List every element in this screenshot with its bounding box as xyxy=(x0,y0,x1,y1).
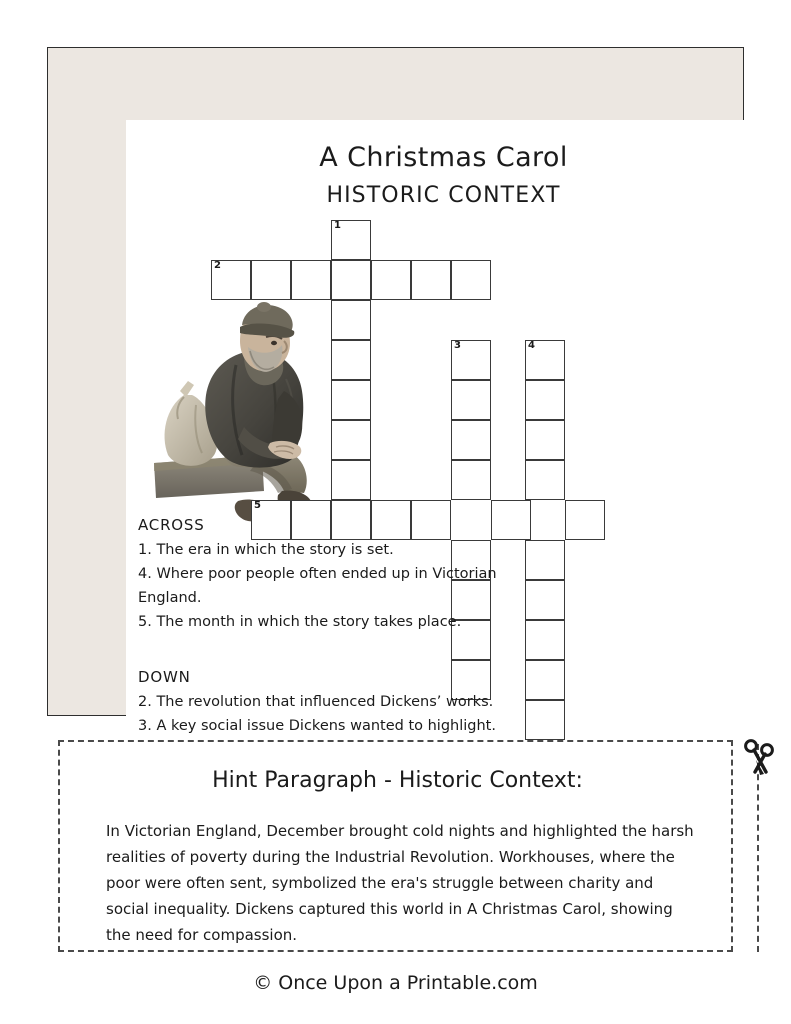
across-clues xyxy=(138,516,558,634)
down-clues xyxy=(138,668,558,738)
footer-credit: © Once Upon a Printable.com xyxy=(253,972,538,994)
crossword-cell[interactable] xyxy=(331,460,371,500)
worksheet-card xyxy=(126,120,761,740)
clue-number: 4 xyxy=(528,340,535,351)
crossword-cell[interactable] xyxy=(331,340,371,380)
crossword-cell[interactable] xyxy=(251,260,291,300)
crossword-cell[interactable] xyxy=(451,420,491,460)
crossword-cell[interactable] xyxy=(371,260,411,300)
across-clue-1: 1. The era in which the story is set. xyxy=(138,542,394,558)
across-heading: ACROSS xyxy=(138,516,205,534)
crossword-cell[interactable] xyxy=(331,260,371,300)
crossword-cell[interactable] xyxy=(525,460,565,500)
crossword-cell[interactable] xyxy=(211,260,251,300)
down-heading: DOWN xyxy=(138,668,191,686)
hint-text: In Victorian England, December brought cold nights and highlighted the harsh realities of poverty during the Industrial Revolution. Workhouses, where the poor were often sent, symbolized the era's struggle between charity and social inequality. Dickens captured this world in A Christmas Carol, showing the need for compassion. xyxy=(106,822,694,944)
worksheet-frame xyxy=(47,47,744,734)
scissors-icon xyxy=(742,738,776,778)
crossword-cell[interactable] xyxy=(525,420,565,460)
across-clue-5: 5. The month in which the story takes place. xyxy=(138,614,462,630)
crossword-cell[interactable] xyxy=(411,260,451,300)
crossword-grid xyxy=(126,120,761,740)
across-clue-4: 4. Where poor people often ended up in Victorian England. xyxy=(138,566,497,606)
crossword-cell[interactable] xyxy=(565,500,605,540)
crossword-cell[interactable] xyxy=(451,460,491,500)
crossword-cell[interactable] xyxy=(331,300,371,340)
clue-number: 2 xyxy=(214,260,221,271)
down-clue-2: 2. The revolution that influenced Dickens’ works. xyxy=(138,694,494,710)
clue-number: 1 xyxy=(334,220,341,231)
crossword-cell[interactable] xyxy=(525,380,565,420)
page-title: A Christmas Carol xyxy=(319,142,568,173)
crossword-cell[interactable] xyxy=(525,340,565,380)
crossword-cell[interactable] xyxy=(451,380,491,420)
crossword-cell[interactable] xyxy=(331,420,371,460)
crossword-cell[interactable] xyxy=(451,340,491,380)
hint-paragraph-box xyxy=(58,740,733,952)
crossword-cell[interactable] xyxy=(331,220,371,260)
down-clue-3: 3. A key social issue Dickens wanted to highlight. xyxy=(138,718,496,734)
crossword-cell[interactable] xyxy=(451,260,491,300)
clue-number: 5 xyxy=(254,500,261,511)
hint-title: Hint Paragraph - Historic Context: xyxy=(212,768,583,793)
crossword-cell[interactable] xyxy=(331,380,371,420)
crossword-cell[interactable] xyxy=(291,260,331,300)
clue-number: 3 xyxy=(454,340,461,351)
page-subtitle: HISTORIC CONTEXT xyxy=(326,183,561,208)
